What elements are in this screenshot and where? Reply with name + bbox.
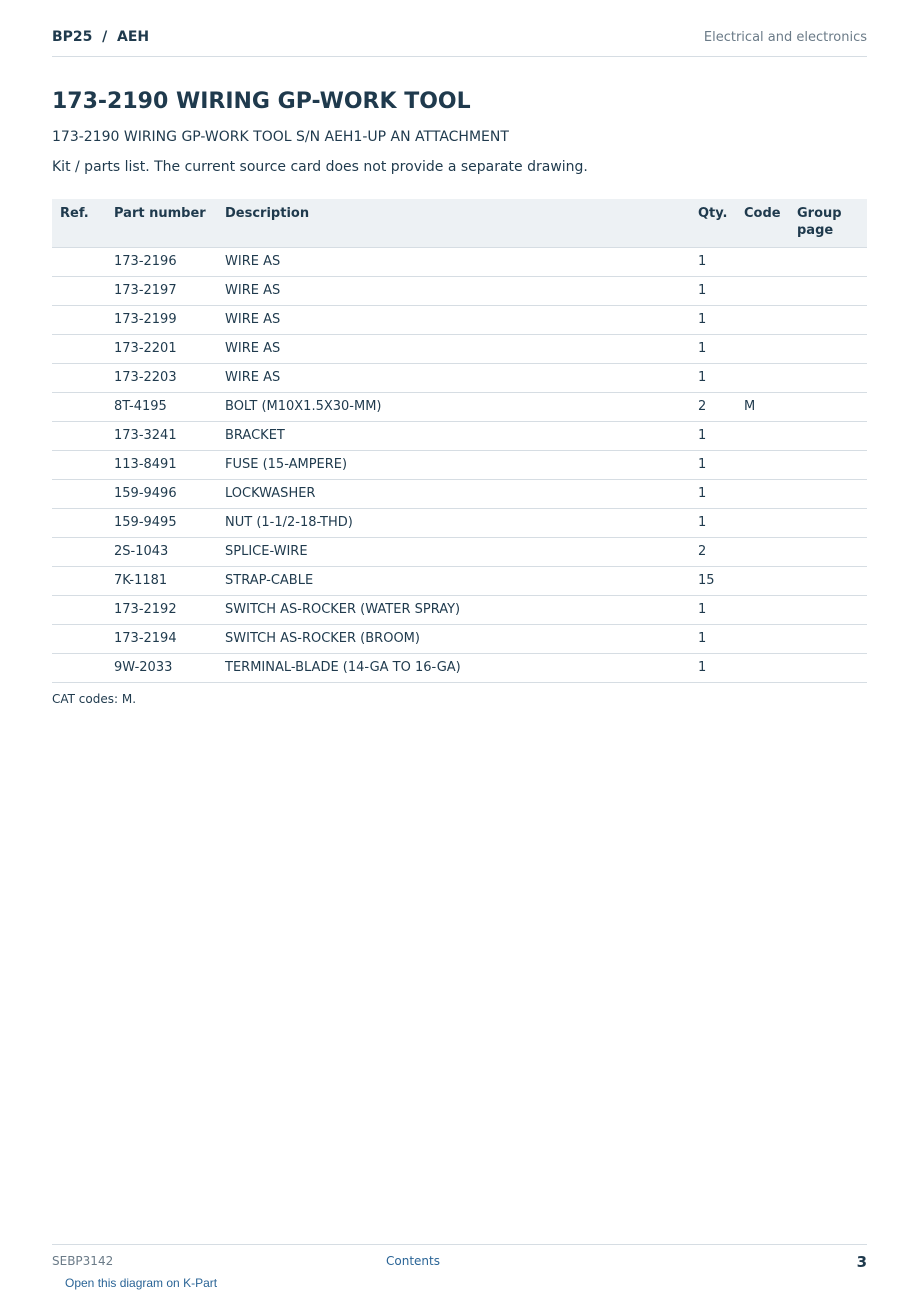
cell-code: [736, 624, 789, 653]
cell-qty: 1: [690, 421, 736, 450]
column-header-description: Description: [217, 199, 690, 247]
cell-group-page: [789, 392, 867, 421]
table-row: [52, 537, 867, 566]
page-number: 3: [856, 1253, 867, 1271]
table-row: [52, 392, 867, 421]
cell-group-page: [789, 653, 867, 682]
cell-description: WIRE AS: [217, 334, 690, 363]
cell-code: [736, 595, 789, 624]
cell-part-number: 173-2192: [106, 595, 217, 624]
cell-part-number: 9W-2033: [106, 653, 217, 682]
cell-qty: 1: [690, 247, 736, 276]
cell-part-number: 8T-4195: [106, 392, 217, 421]
cell-code: [736, 276, 789, 305]
cell-group-page: [789, 450, 867, 479]
cell-description: SPLICE-WIRE: [217, 537, 690, 566]
cell-code: [736, 566, 789, 595]
cell-ref: [52, 276, 106, 305]
source-note: Kit / parts list. The current source card does not provide a separate drawing.: [52, 159, 588, 175]
table-row: [52, 653, 867, 682]
table-row: [52, 566, 867, 595]
cell-qty: 1: [690, 595, 736, 624]
cell-part-number: 173-2196: [106, 247, 217, 276]
cell-group-page: [789, 566, 867, 595]
cell-part-number: 173-3241: [106, 421, 217, 450]
cell-code: [736, 305, 789, 334]
cell-group-page: [789, 508, 867, 537]
table-row: [52, 450, 867, 479]
cell-code: [736, 537, 789, 566]
cell-description: WIRE AS: [217, 305, 690, 334]
document-id: SEBP3142: [52, 1254, 114, 1268]
table-row: [52, 508, 867, 537]
table-header-row: [52, 199, 867, 247]
cell-description: LOCKWASHER: [217, 479, 690, 508]
cell-ref: [52, 247, 106, 276]
page-header: [52, 0, 867, 57]
cell-group-page: [789, 334, 867, 363]
cell-group-page: [789, 421, 867, 450]
table-row: [52, 276, 867, 305]
cell-code: [736, 334, 789, 363]
page-footer: [52, 1244, 867, 1275]
cell-ref: [52, 653, 106, 682]
column-header-code: Code: [736, 199, 789, 247]
cell-ref: [52, 421, 106, 450]
cell-description: SWITCH AS-ROCKER (WATER SPRAY): [217, 595, 690, 624]
cell-description: BOLT (M10X1.5X30-MM): [217, 392, 690, 421]
cell-description: WIRE AS: [217, 247, 690, 276]
cell-ref: [52, 450, 106, 479]
cell-qty: 15: [690, 566, 736, 595]
cell-code: [736, 247, 789, 276]
cell-part-number: 173-2194: [106, 624, 217, 653]
cell-qty: 1: [690, 363, 736, 392]
column-header-part-number: Part number: [106, 199, 217, 247]
open-diagram-kpart-link[interactable]: Open this diagram on K-Part: [65, 1276, 218, 1290]
cell-qty: 2: [690, 537, 736, 566]
table-row: [52, 479, 867, 508]
cell-description: TERMINAL-BLADE (14-GA TO 16-GA): [217, 653, 690, 682]
cell-ref: [52, 392, 106, 421]
cell-part-number: 2S-1043: [106, 537, 217, 566]
cell-ref: [52, 479, 106, 508]
cell-qty: 1: [690, 508, 736, 537]
cell-description: FUSE (15-AMPERE): [217, 450, 690, 479]
column-header-group-page: Group page: [789, 199, 867, 247]
cell-ref: [52, 566, 106, 595]
table-row: [52, 305, 867, 334]
table-row: [52, 247, 867, 276]
cell-part-number: 7K-1181: [106, 566, 217, 595]
cell-code: [736, 508, 789, 537]
cell-group-page: [789, 247, 867, 276]
cell-code: [736, 479, 789, 508]
table-row: [52, 624, 867, 653]
cell-group-page: [789, 305, 867, 334]
cell-part-number: 159-9495: [106, 508, 217, 537]
cell-code: [736, 363, 789, 392]
table-row: [52, 363, 867, 392]
cell-group-page: [789, 537, 867, 566]
cell-group-page: [789, 363, 867, 392]
cell-ref: [52, 334, 106, 363]
cell-group-page: [789, 276, 867, 305]
cell-qty: 2: [690, 392, 736, 421]
cell-part-number: 173-2203: [106, 363, 217, 392]
cell-description: WIRE AS: [217, 276, 690, 305]
cell-qty: 1: [690, 653, 736, 682]
cell-qty: 1: [690, 334, 736, 363]
cell-part-number: 113-8491: [106, 450, 217, 479]
table-row: [52, 595, 867, 624]
cell-part-number: 173-2201: [106, 334, 217, 363]
cell-description: SWITCH AS-ROCKER (BROOM): [217, 624, 690, 653]
cell-group-page: [789, 595, 867, 624]
cell-ref: [52, 624, 106, 653]
contents-link[interactable]: Contents: [386, 1254, 440, 1268]
cell-code: [736, 653, 789, 682]
cell-description: WIRE AS: [217, 363, 690, 392]
cell-qty: 1: [690, 276, 736, 305]
cell-part-number: 173-2197: [106, 276, 217, 305]
cell-code: M: [736, 392, 789, 421]
cell-part-number: 159-9496: [106, 479, 217, 508]
cell-qty: 1: [690, 624, 736, 653]
cell-group-page: [789, 624, 867, 653]
cell-ref: [52, 305, 106, 334]
cell-description: BRACKET: [217, 421, 690, 450]
cell-ref: [52, 595, 106, 624]
cell-description: STRAP-CABLE: [217, 566, 690, 595]
breadcrumb: BP25 / AEH: [52, 29, 150, 45]
cell-ref: [52, 363, 106, 392]
cell-ref: [52, 537, 106, 566]
column-header-ref: Ref.: [52, 199, 106, 247]
cell-code: [736, 421, 789, 450]
cat-codes-note: CAT codes: M.: [52, 692, 137, 706]
page-subtitle: 173-2190 WIRING GP-WORK TOOL S/N AEH1-UP AN ATTACHMENT: [52, 129, 509, 145]
cell-code: [736, 450, 789, 479]
cell-description: NUT (1-1/2-18-THD): [217, 508, 690, 537]
cell-qty: 1: [690, 450, 736, 479]
section-label: Electrical and electronics: [703, 30, 867, 45]
page-title: 173-2190 WIRING GP-WORK TOOL: [52, 89, 471, 114]
parts-table: [52, 199, 867, 683]
cell-qty: 1: [690, 305, 736, 334]
table-row: [52, 421, 867, 450]
cell-part-number: 173-2199: [106, 305, 217, 334]
table-row: [52, 334, 867, 363]
cell-ref: [52, 508, 106, 537]
column-header-qty: Qty.: [690, 199, 736, 247]
cell-group-page: [789, 479, 867, 508]
cell-qty: 1: [690, 479, 736, 508]
